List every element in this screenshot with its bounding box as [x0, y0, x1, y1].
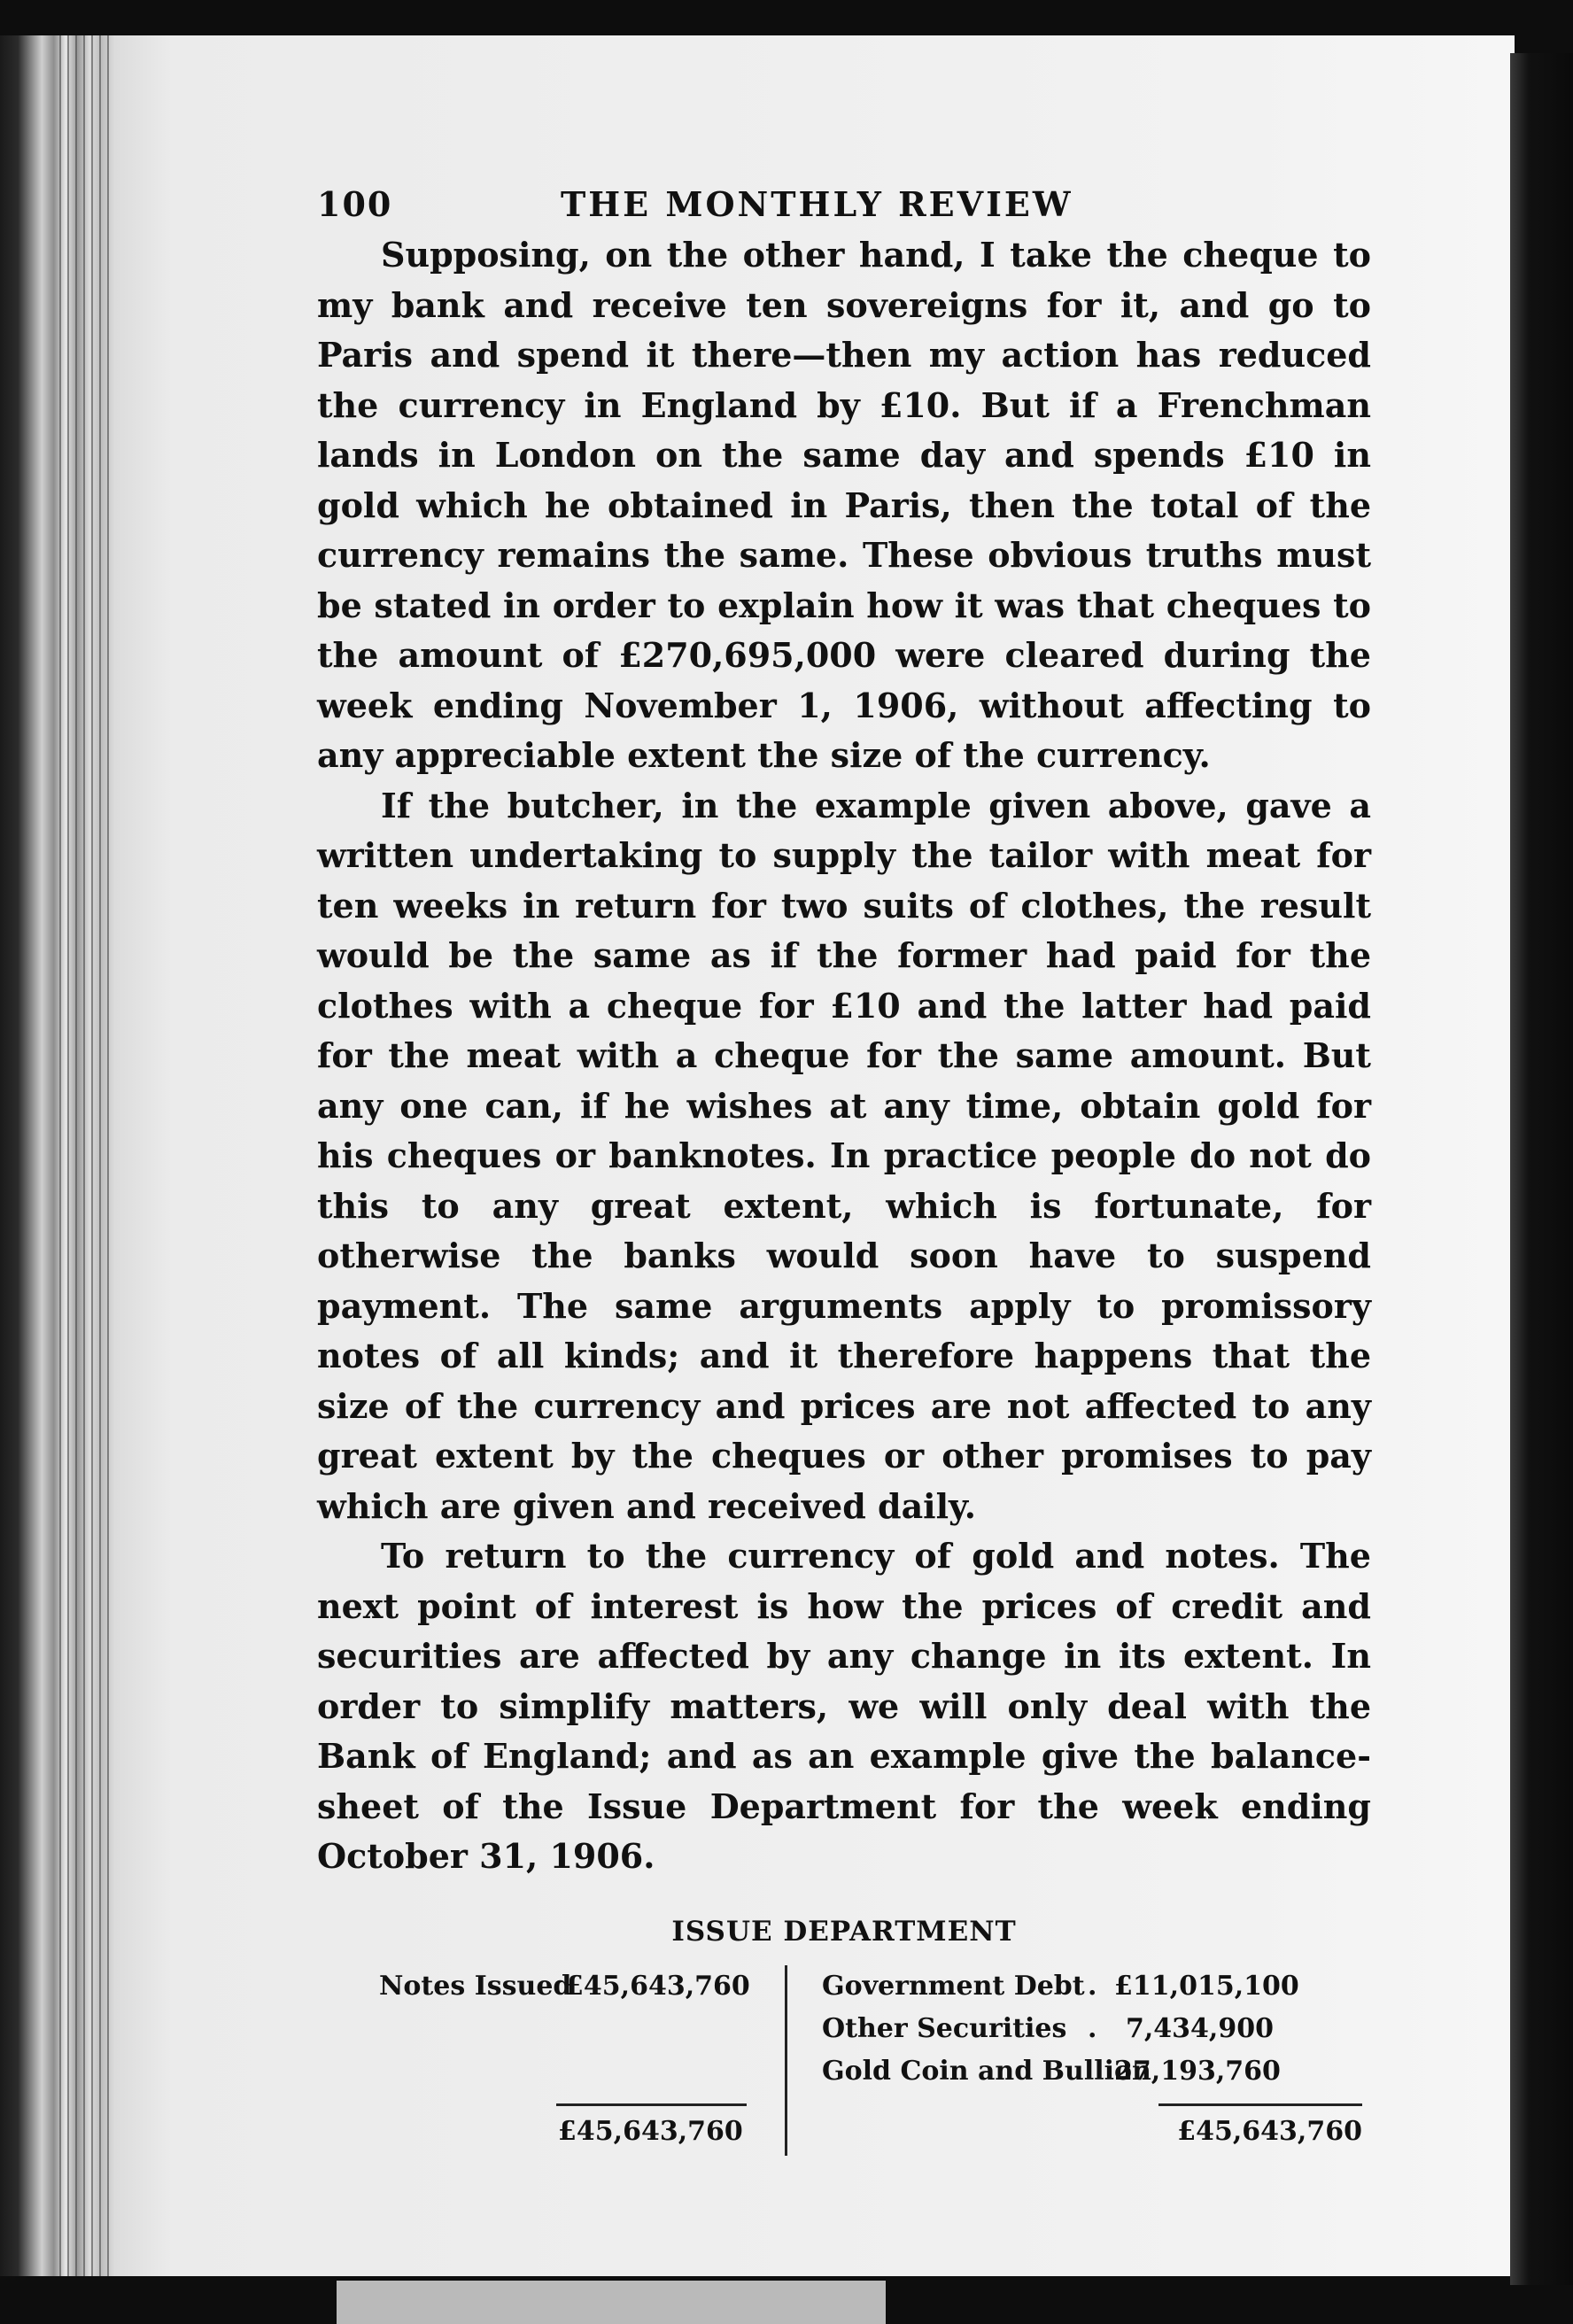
asset-row [822, 2013, 1274, 2044]
right-shadow [1510, 53, 1573, 2285]
asset-label: Government Debt [822, 1970, 1085, 2002]
asset-amount: 7,434,900 [1125, 2012, 1274, 2044]
liabilities-total-rule [556, 2103, 747, 2106]
paragraph: If the butcher, in the example given above, gave a written undertaking to supply the tailor with meat for ten weeks in return for two suits of clothes, the result would be the same as if the former had paid for the clothes with a cheque for £10 and the latter had paid for the meat with a cheque for the same amount. But any one can, if he wishes at any time, obtain gold for his cheques or banknotes. In practice people do not do this to any great extent, which is fortunate, for otherwise the banks would soon have to suspend payment. The same arguments apply to promissory notes of all kinds; and it therefore happens that the size of the currency and prices are not affected to any great extent by the cheques or other promises to pay which are given and received daily. [317, 785, 1371, 1526]
running-head [317, 177, 1371, 230]
page-number: 100 [317, 184, 393, 224]
leader-dot: . [1088, 1970, 1097, 2002]
journal-title: THE MONTHLY REVIEW [561, 184, 1073, 224]
asset-label: Gold Coin and Bullion [822, 2055, 1151, 2087]
liability-label: Notes Issued [379, 1970, 572, 2002]
page-content [317, 177, 1371, 2187]
liabilities-total: £45,643,760 [558, 2115, 743, 2147]
liabilities-row [379, 1971, 750, 2002]
balance-sheet-title: ISSUE DEPARTMENT [671, 1915, 1017, 1948]
paragraph: To return to the currency of gold and notes. The next point of interest is how the prices of credit and securities are affected by any change in its extent. In order to simplify matters, we will only deal with the Bank of England; and as an example give the balance-sheet of the Issue Department for the week ending October 31, 1906. [317, 1536, 1371, 1876]
asset-amount: 27,193,760 [1114, 2055, 1281, 2087]
column-divider [785, 1965, 787, 2156]
assets-total: £45,643,760 [1177, 2115, 1362, 2147]
paragraph: Supposing, on the other hand, I take the cheque to my bank and receive ten sovereigns for it, and go to Paris and spend it there—then my action has reduced the currency in England by £10. But if a Frenchman lands in London on the same day and spends £10 in gold which he obtained in Paris, then the total of the currency remains the same. These obvious truths must be stated in order to explain how it was that cheques to the amount of £270,695,000 were cleared during the week ending November 1, 1906, without affecting to any appreciable extent the size of the currency. [317, 235, 1371, 775]
balance-sheet [317, 1956, 1371, 2187]
asset-label: Other Securities [822, 2012, 1067, 2044]
asset-row [822, 1970, 1299, 2002]
bottom-paper-strip [337, 2281, 886, 2324]
assets-total-rule [1158, 2103, 1362, 2106]
binding-page-edges [53, 35, 124, 2276]
leader-dot: . [1088, 2012, 1097, 2044]
asset-amount: £11,015,100 [1114, 1970, 1299, 2002]
liability-amount: £45,643,760 [565, 1970, 750, 2002]
asset-row [822, 2055, 1281, 2087]
